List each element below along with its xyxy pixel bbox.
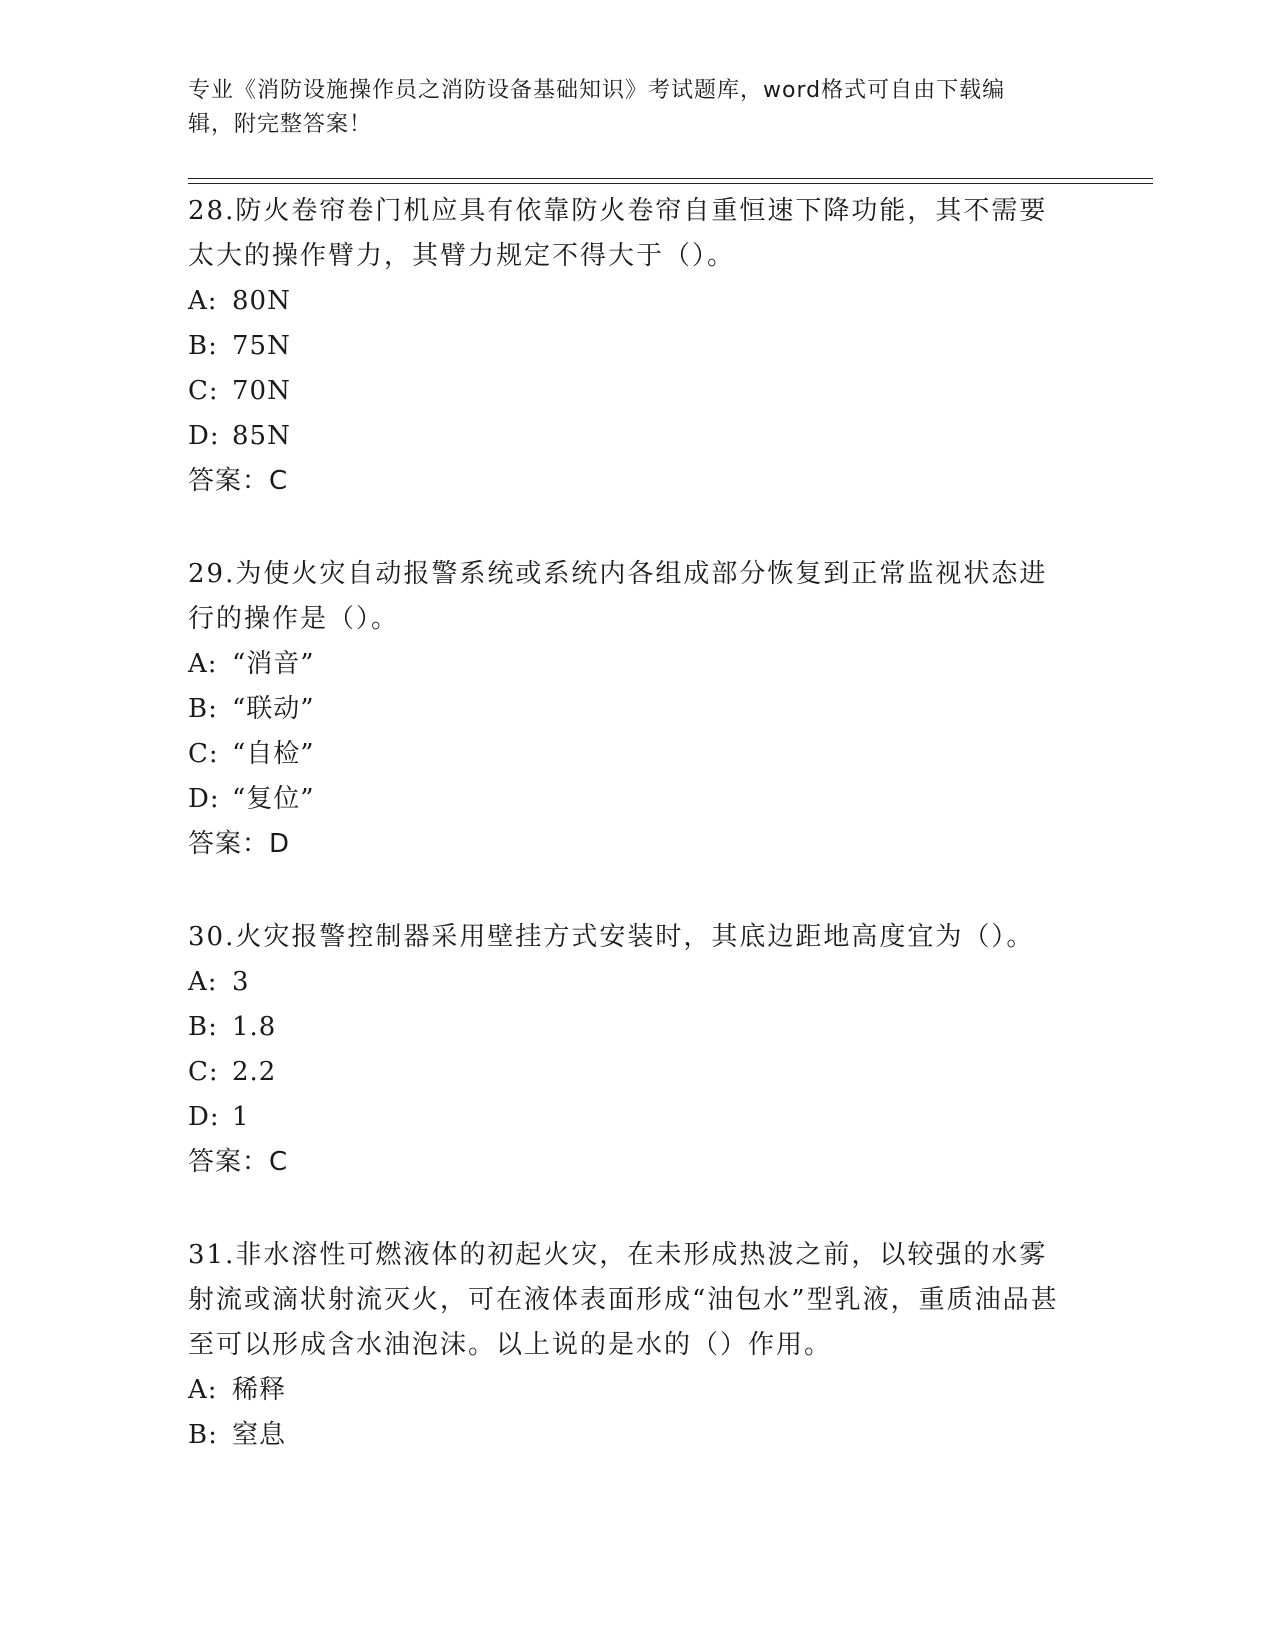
option-d xyxy=(188,1095,1068,1140)
option-letter: B: xyxy=(188,1420,218,1450)
option-b xyxy=(188,324,1068,369)
option-value: 2.2 xyxy=(232,1057,277,1087)
answer-line: 答案：C xyxy=(188,1147,289,1177)
option-letter: C: xyxy=(188,1057,219,1087)
option-value: 3 xyxy=(232,967,250,997)
option-value: 稀释 xyxy=(232,1375,287,1405)
question-text: 28.防火卷帘卷门机应具有依靠防火卷帘自重恒速下降功能，其不需要太大的操作臂力，其臂力规定不得大于（）。 xyxy=(188,196,1048,271)
question-28 xyxy=(188,189,1068,504)
option-value: 1.8 xyxy=(232,1012,277,1042)
option-letter: D: xyxy=(188,784,220,814)
header-line-1: 专业《消防设施操作员之消防设备基础知识》考试题库，word格式可自由下载编 xyxy=(188,78,1006,103)
option-value: “自检” xyxy=(232,739,315,769)
option-value: 85N xyxy=(232,421,291,451)
question-text: 31.非水溶性可燃液体的初起火灾，在未形成热波之前，以较强的水雾射流或滴状射流灭火，可在液体表面形成“油包水”型乳液，重质油品甚至可以形成含水油泡沫。以上说的是水的（）作用。 xyxy=(188,1240,1059,1360)
option-letter: A: xyxy=(188,286,218,316)
option-letter: A: xyxy=(188,649,218,679)
question-30 xyxy=(188,915,1068,1185)
header-line-2: 辑，附完整答案！ xyxy=(188,112,373,137)
answer-line: 答案：D xyxy=(188,829,291,859)
header-divider-bottom xyxy=(188,183,1153,184)
option-d xyxy=(188,777,1068,822)
option-letter: C: xyxy=(188,739,219,769)
option-a xyxy=(188,279,1068,324)
option-a xyxy=(188,1368,1068,1413)
option-letter: B: xyxy=(188,331,218,361)
option-letter: C: xyxy=(188,376,219,406)
option-letter: B: xyxy=(188,1012,218,1042)
header-divider-top xyxy=(188,178,1153,179)
option-c xyxy=(188,369,1068,414)
option-c xyxy=(188,732,1068,777)
option-letter: A: xyxy=(188,1375,218,1405)
option-value: 1 xyxy=(232,1102,250,1132)
answer-line: 答案：C xyxy=(188,466,289,496)
option-a xyxy=(188,642,1068,687)
option-b xyxy=(188,687,1068,732)
option-value: “复位” xyxy=(232,784,315,814)
option-letter: D: xyxy=(188,421,220,451)
option-b xyxy=(188,1005,1068,1050)
document-header xyxy=(188,74,1068,142)
option-letter: A: xyxy=(188,967,218,997)
option-b xyxy=(188,1413,1068,1458)
option-letter: B: xyxy=(188,694,218,724)
question-text: 30.火灾报警控制器采用壁挂方式安装时，其底边距地高度宜为（）。 xyxy=(188,922,1035,952)
option-value: 70N xyxy=(232,376,291,406)
option-value: 窒息 xyxy=(232,1420,287,1450)
option-value: 75N xyxy=(232,331,291,361)
option-c xyxy=(188,1050,1068,1095)
option-d xyxy=(188,414,1068,459)
question-29 xyxy=(188,552,1068,867)
option-a xyxy=(188,960,1068,1005)
option-letter: D: xyxy=(188,1102,220,1132)
option-value: 80N xyxy=(232,286,291,316)
option-value: “消音” xyxy=(232,649,315,679)
question-text: 29.为使火灾自动报警系统或系统内各组成部分恢复到正常监视状态进行的操作是（）。 xyxy=(188,559,1048,634)
question-31 xyxy=(188,1233,1068,1458)
option-value: “联动” xyxy=(232,694,315,724)
